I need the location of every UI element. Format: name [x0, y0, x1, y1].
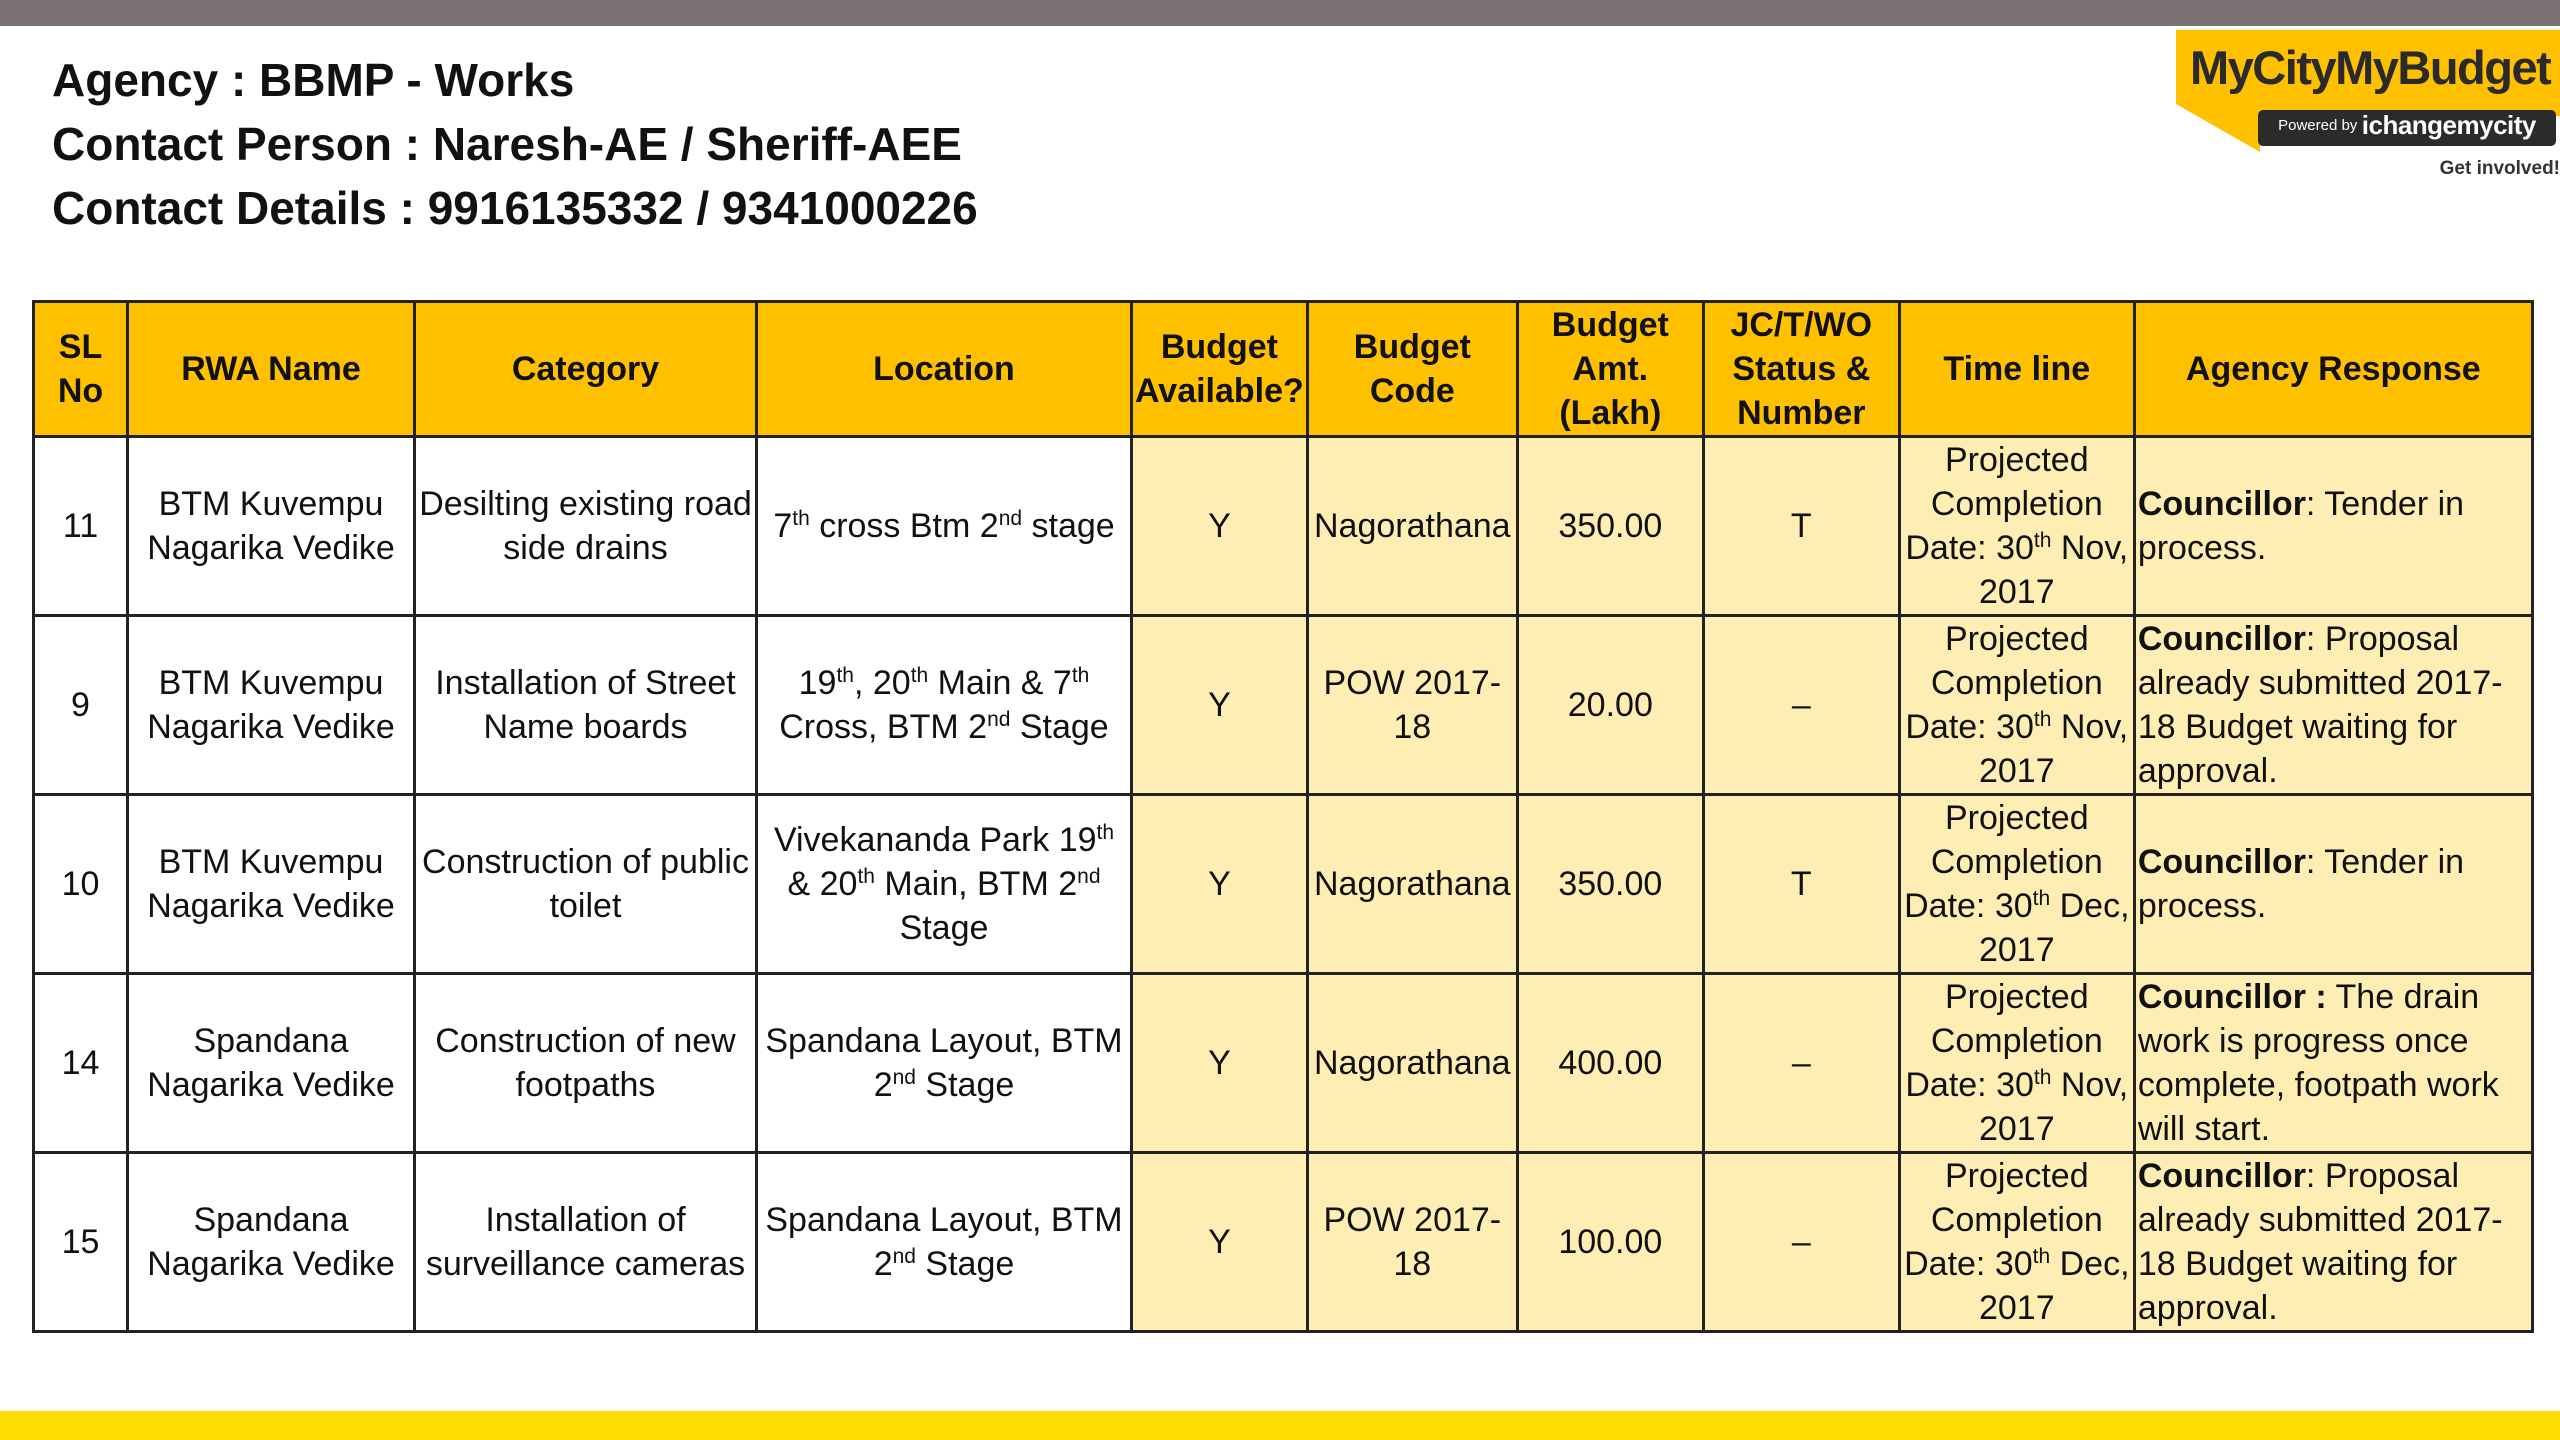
cell-status: –: [1703, 616, 1899, 795]
cell-sl-no: 14: [34, 974, 128, 1153]
cell-budget-amount: 350.00: [1517, 437, 1703, 616]
bottom-bar: [0, 1411, 2560, 1440]
logo-powered-by: Powered by: [2278, 117, 2358, 134]
cell-budget-code: POW 2017-18: [1307, 616, 1517, 795]
cell-location: 7th cross Btm 2nd stage: [757, 437, 1132, 616]
cell-budget-available: Y: [1132, 616, 1308, 795]
cell-agency-response: [2134, 1153, 2532, 1332]
cell-location: Spandana Layout, BTM 2nd Stage: [757, 974, 1132, 1153]
cell-category: Construction of public toilet: [415, 795, 757, 974]
table-row: [34, 437, 2533, 616]
cell-timeline: Projected Completion Date: 30th Nov, 2017: [1899, 974, 2134, 1153]
col-header-agency-response: Agency Response: [2134, 302, 2532, 437]
top-bar: [0, 0, 2560, 26]
table-body: [34, 437, 2533, 1332]
cell-status: T: [1703, 795, 1899, 974]
cell-budget-amount: 400.00: [1517, 974, 1703, 1153]
col-header-budget-available: Budget Available?: [1132, 302, 1308, 437]
response-author: Councillor: [2137, 1157, 2306, 1195]
col-header-budget-code: Budget Code: [1307, 302, 1517, 437]
cell-sl-no: 15: [34, 1153, 128, 1332]
cell-rwa-name: Spandana Nagarika Vedike: [128, 974, 415, 1153]
cell-agency-response: [2134, 795, 2532, 974]
cell-agency-response: [2134, 616, 2532, 795]
contact-person-line: Contact Person : Naresh-AE / Sheriff-AEE: [52, 118, 962, 170]
cell-status: T: [1703, 437, 1899, 616]
mycitymybudget-logo: [2176, 30, 2560, 190]
cell-rwa-name: BTM Kuvempu Nagarika Vedike: [128, 437, 415, 616]
cell-category: Construction of new footpaths: [415, 974, 757, 1153]
col-header-timeline: Time line: [1899, 302, 2134, 437]
cell-budget-code: Nagorathana: [1307, 795, 1517, 974]
cell-sl-no: 11: [34, 437, 128, 616]
cell-status: –: [1703, 974, 1899, 1153]
cell-rwa-name: BTM Kuvempu Nagarika Vedike: [128, 616, 415, 795]
response-text: : Tender in process.: [2137, 843, 2465, 925]
logo-title: MyCityMyBudget: [2190, 41, 2551, 94]
table-row: [34, 616, 2533, 795]
cell-sl-no: 9: [34, 616, 128, 795]
table-header-row: [34, 302, 2533, 437]
table-row: [34, 795, 2533, 974]
col-header-budget-amount: Budget Amt. (Lakh): [1517, 302, 1703, 437]
cell-budget-available: Y: [1132, 974, 1308, 1153]
logo-tagline: Get involved!: [2439, 158, 2560, 179]
cell-budget-available: Y: [1132, 437, 1308, 616]
cell-location: 19th, 20th Main & 7th Cross, BTM 2nd Stage: [757, 616, 1132, 795]
cell-category: Installation of Street Name boards: [415, 616, 757, 795]
response-text: : Proposal already submitted 2017-18 Budget waiting for approval.: [2137, 620, 2503, 790]
col-header-status: JC/T/WO Status & Number: [1703, 302, 1899, 437]
cell-timeline: Projected Completion Date: 30th Dec, 2017: [1899, 795, 2134, 974]
cell-budget-amount: 350.00: [1517, 795, 1703, 974]
table-row: [34, 1153, 2533, 1332]
cell-status: –: [1703, 1153, 1899, 1332]
response-text: : Proposal already submitted 2017-18 Budget waiting for approval.: [2137, 1157, 2503, 1327]
cell-agency-response: [2134, 974, 2532, 1153]
col-header-location: Location: [757, 302, 1132, 437]
response-author: Councillor: [2137, 485, 2306, 523]
col-header-rwa-name: RWA Name: [128, 302, 415, 437]
cell-budget-code: Nagorathana: [1307, 974, 1517, 1153]
table-row: [34, 974, 2533, 1153]
cell-budget-code: Nagorathana: [1307, 437, 1517, 616]
col-header-sl-no: SL No: [34, 302, 128, 437]
cell-timeline: Projected Completion Date: 30th Nov, 2017: [1899, 437, 2134, 616]
response-author: Councillor: [2137, 843, 2306, 881]
col-header-category: Category: [415, 302, 757, 437]
logo-brand: ichangemycity: [2361, 110, 2536, 140]
response-author: Councillor: [2137, 620, 2306, 658]
cell-budget-amount: 100.00: [1517, 1153, 1703, 1332]
response-author: Councillor :: [2137, 978, 2327, 1016]
cell-budget-available: Y: [1132, 1153, 1308, 1332]
cell-timeline: Projected Completion Date: 30th Dec, 2017: [1899, 1153, 2134, 1332]
cell-rwa-name: Spandana Nagarika Vedike: [128, 1153, 415, 1332]
cell-budget-amount: 20.00: [1517, 616, 1703, 795]
works-table-wrapper: [32, 300, 2534, 1333]
agency-line: Agency : BBMP - Works: [52, 54, 575, 106]
cell-sl-no: 10: [34, 795, 128, 974]
cell-budget-available: Y: [1132, 795, 1308, 974]
logo-powered-badge: [2258, 110, 2556, 146]
cell-category: Desilting existing road side drains: [415, 437, 757, 616]
contact-details-line: Contact Details : 9916135332 / 9341000226: [52, 182, 978, 234]
cell-location: Spandana Layout, BTM 2nd Stage: [757, 1153, 1132, 1332]
cell-category: Installation of surveillance cameras: [415, 1153, 757, 1332]
agency-header: [52, 48, 978, 240]
cell-budget-code: POW 2017-18: [1307, 1153, 1517, 1332]
cell-location: Vivekananda Park 19th & 20th Main, BTM 2nd Stage: [757, 795, 1132, 974]
response-text: The drain work is progress once complete, footpath work will start.: [2137, 978, 2499, 1148]
response-text: : Tender in process.: [2137, 485, 2465, 567]
cell-timeline: Projected Completion Date: 30th Nov, 2017: [1899, 616, 2134, 795]
cell-rwa-name: BTM Kuvempu Nagarika Vedike: [128, 795, 415, 974]
cell-agency-response: [2134, 437, 2532, 616]
works-table: [32, 300, 2534, 1333]
